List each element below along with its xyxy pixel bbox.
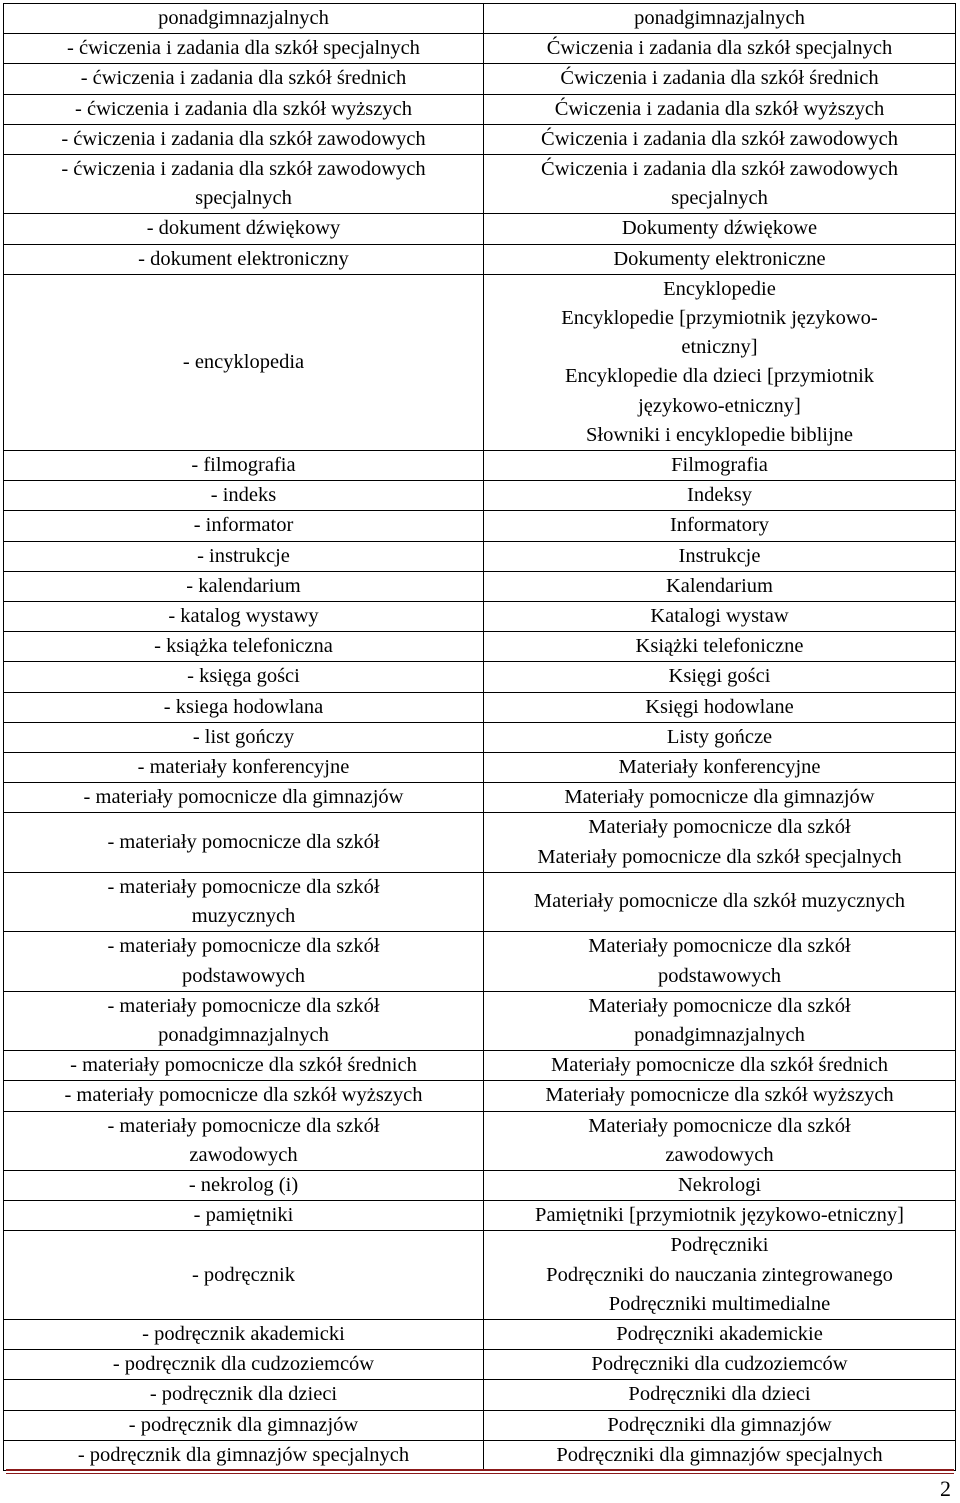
table-row xyxy=(4,64,956,94)
target-heading-line: Encyklopedie xyxy=(663,277,776,300)
target-heading-cell xyxy=(484,632,956,662)
target-heading-cell xyxy=(484,4,956,34)
source-term-cell xyxy=(4,662,484,692)
source-term-line: - informator xyxy=(193,514,294,537)
source-term-cell xyxy=(4,1081,484,1111)
target-heading-cell xyxy=(484,932,956,991)
table-row xyxy=(4,1319,956,1349)
source-term-line: specjalnych xyxy=(195,187,292,210)
target-heading-cell xyxy=(484,1170,956,1200)
table-row xyxy=(4,1440,956,1470)
source-term-cell xyxy=(4,783,484,813)
source-term-cell xyxy=(4,602,484,632)
source-term-line: - dokument elektroniczny xyxy=(138,247,349,270)
source-term-line: - podręcznik dla cudzoziemców xyxy=(112,1353,375,1376)
target-heading-cell xyxy=(484,124,956,154)
table-row xyxy=(4,932,956,991)
source-term-line: - księga gości xyxy=(187,665,300,688)
source-term-cell xyxy=(4,155,484,214)
source-term-cell xyxy=(4,632,484,662)
source-term-line: - pamiętniki xyxy=(193,1204,294,1227)
source-term-line: podstawowych xyxy=(182,964,305,987)
target-heading-line: Ćwiczenia i zadania dla szkół specjalnych xyxy=(546,37,893,60)
target-heading-line: Podręczniki dla gimnazjów specjalnych xyxy=(556,1443,883,1466)
table-row xyxy=(4,783,956,813)
target-heading-line: Encyklopedie [przymiotnik językowo- xyxy=(561,307,878,330)
target-heading-cell xyxy=(484,1051,956,1081)
target-heading-cell xyxy=(484,244,956,274)
source-term-cell xyxy=(4,692,484,722)
target-heading-line: Instrukcje xyxy=(678,544,761,567)
target-heading-line: Podręczniki multimedialne xyxy=(608,1292,831,1315)
source-term-line: - dokument dźwiękowy xyxy=(146,217,341,240)
source-term-cell xyxy=(4,1051,484,1081)
target-heading-line: etniczny] xyxy=(681,336,758,359)
target-heading-line: Materiały pomocnicze dla szkół xyxy=(588,1114,851,1137)
source-term-cell xyxy=(4,94,484,124)
table-row xyxy=(4,34,956,64)
source-term-line: zawodowych xyxy=(189,1143,298,1166)
target-heading-cell xyxy=(484,571,956,601)
source-term-cell xyxy=(4,991,484,1050)
target-heading-cell xyxy=(484,64,956,94)
target-heading-cell xyxy=(484,451,956,481)
target-heading-line: Podręczniki xyxy=(670,1234,769,1257)
source-term-line: - materiały pomocnicze dla szkół xyxy=(107,935,380,958)
table-row xyxy=(4,1051,956,1081)
source-term-cell xyxy=(4,214,484,244)
target-heading-line: Materiały pomocnicze dla szkół xyxy=(588,994,851,1017)
target-heading-line: specjalnych xyxy=(671,187,768,210)
table-row xyxy=(4,692,956,722)
table-row xyxy=(4,991,956,1050)
target-heading-cell xyxy=(484,511,956,541)
target-heading-cell xyxy=(484,155,956,214)
source-term-cell xyxy=(4,541,484,571)
table-row xyxy=(4,541,956,571)
table-row xyxy=(4,1410,956,1440)
target-heading-cell xyxy=(484,872,956,931)
target-heading-line: Ćwiczenia i zadania dla szkół wyższych xyxy=(554,97,885,120)
target-heading-line: Ćwiczenia i zadania dla szkół zawodowych xyxy=(541,127,898,150)
target-heading-line: Ćwiczenia i zadania dla szkół średnich xyxy=(560,67,879,90)
target-heading-line: ponadgimnazjalnych xyxy=(634,1023,805,1046)
table-row xyxy=(4,481,956,511)
source-term-cell xyxy=(4,753,484,783)
target-heading-cell xyxy=(484,1201,956,1231)
target-heading-line: Ćwiczenia i zadania dla szkół zawodowych xyxy=(541,158,898,181)
target-heading-cell xyxy=(484,602,956,632)
source-term-line: - ćwiczenia i zadania dla szkół zawodowych xyxy=(61,158,426,181)
table-body xyxy=(4,4,956,1471)
target-heading-line: Księgi hodowlane xyxy=(645,695,794,718)
source-term-cell xyxy=(4,481,484,511)
table-row xyxy=(4,451,956,481)
target-heading-line: Podręczniki dla cudzoziemców xyxy=(591,1353,848,1376)
source-term-cell xyxy=(4,571,484,601)
target-heading-line: podstawowych xyxy=(658,964,781,987)
target-heading-line: Pamiętniki [przymiotnik językowo-etniczny] xyxy=(535,1204,904,1227)
target-heading-cell xyxy=(484,1440,956,1470)
source-term-line: - podręcznik dla gimnazjów xyxy=(128,1413,359,1436)
target-heading-line: Podręczniki dla dzieci xyxy=(628,1383,811,1406)
target-heading-line: Materiały pomocnicze dla gimnazjów xyxy=(564,786,875,809)
source-term-line: - ćwiczenia i zadania dla szkół specjalnych xyxy=(67,37,420,60)
source-term-line: - podręcznik dla dzieci xyxy=(149,1383,338,1406)
target-heading-line: Materiały konferencyjne xyxy=(618,756,821,779)
source-term-line: - materiały pomocnicze dla szkół xyxy=(107,831,380,854)
source-term-cell xyxy=(4,872,484,931)
source-term-line: ponadgimnazjalnych xyxy=(158,1023,329,1046)
table-row xyxy=(4,214,956,244)
table-row xyxy=(4,1170,956,1200)
source-term-line: - encyklopedia xyxy=(182,350,305,373)
target-heading-line: Materiały pomocnicze dla szkół specjalnych xyxy=(537,845,902,868)
table-row xyxy=(4,274,956,450)
table-row xyxy=(4,244,956,274)
target-heading-cell xyxy=(484,1380,956,1410)
table-row xyxy=(4,94,956,124)
source-term-line: - materiały pomocnicze dla szkół xyxy=(107,1114,380,1137)
footer-rule-thin xyxy=(6,1473,954,1474)
table-row xyxy=(4,1081,956,1111)
source-term-line: - materiały pomocnicze dla szkół wyższych xyxy=(64,1084,423,1107)
target-heading-line: Materiały pomocnicze dla szkół xyxy=(588,816,851,839)
source-term-cell xyxy=(4,64,484,94)
source-term-line: - materiały pomocnicze dla szkół średnich xyxy=(70,1054,417,1077)
footer-rule xyxy=(6,1469,954,1471)
target-heading-cell xyxy=(484,481,956,511)
source-term-line: - książka telefoniczna xyxy=(154,635,333,658)
target-heading-line: ponadgimnazjalnych xyxy=(634,7,805,29)
table-row xyxy=(4,155,956,214)
source-term-line: - materiały pomocnicze dla szkół xyxy=(107,875,380,898)
source-term-line: - podręcznik akademicki xyxy=(142,1322,345,1345)
target-heading-line: Informatory xyxy=(669,514,770,537)
target-heading-line: Dokumenty dźwiękowe xyxy=(621,217,818,240)
target-heading-line: Filmografia xyxy=(671,454,768,477)
source-term-cell xyxy=(4,124,484,154)
table-row xyxy=(4,4,956,34)
source-term-line: - filmografia xyxy=(191,454,296,477)
source-term-line: - ćwiczenia i zadania dla szkół średnich xyxy=(80,67,407,90)
source-term-cell xyxy=(4,511,484,541)
source-term-line: - katalog wystawy xyxy=(168,605,319,628)
source-term-cell xyxy=(4,274,484,450)
target-heading-line: Nekrologi xyxy=(677,1173,762,1196)
target-heading-line: językowo-etniczny] xyxy=(638,394,801,417)
source-term-line: - list gończy xyxy=(192,725,295,748)
table-row xyxy=(4,662,956,692)
table-row xyxy=(4,632,956,662)
target-heading-cell xyxy=(484,1319,956,1349)
target-heading-line: Materiały pomocnicze dla szkół wyższych xyxy=(545,1084,894,1107)
target-heading-line: Materiały pomocnicze dla szkół średnich xyxy=(551,1054,888,1077)
source-term-cell xyxy=(4,34,484,64)
target-heading-line: zawodowych xyxy=(665,1143,774,1166)
mapping-table xyxy=(3,3,956,1471)
source-term-line: - podręcznik xyxy=(191,1263,296,1286)
source-term-cell xyxy=(4,1319,484,1349)
source-term-cell xyxy=(4,722,484,752)
target-heading-cell xyxy=(484,541,956,571)
source-term-line: - instrukcje xyxy=(197,544,290,567)
source-term-cell xyxy=(4,451,484,481)
target-heading-line: Słowniki i encyklopedie biblijne xyxy=(585,423,854,446)
target-heading-cell xyxy=(484,214,956,244)
source-term-line: - ćwiczenia i zadania dla szkół zawodowych xyxy=(61,127,426,150)
target-heading-line: Podręczniki dla gimnazjów xyxy=(607,1413,832,1436)
table-row xyxy=(4,124,956,154)
table-row xyxy=(4,602,956,632)
source-term-cell xyxy=(4,1111,484,1170)
target-heading-line: Indeksy xyxy=(687,484,752,507)
source-term-cell xyxy=(4,1410,484,1440)
source-term-cell xyxy=(4,1440,484,1470)
target-heading-cell xyxy=(484,274,956,450)
table-row xyxy=(4,813,956,872)
target-heading-cell xyxy=(484,1081,956,1111)
target-heading-cell xyxy=(484,34,956,64)
source-term-line: - ksiega hodowlana xyxy=(163,695,324,718)
source-term-cell xyxy=(4,1201,484,1231)
table-row xyxy=(4,1201,956,1231)
source-term-line: - ćwiczenia i zadania dla szkół wyższych xyxy=(75,97,412,120)
target-heading-cell xyxy=(484,991,956,1050)
target-heading-line: Materiały pomocnicze dla szkół muzycznych xyxy=(533,890,906,913)
source-term-line: - materiały konferencyjne xyxy=(137,756,350,779)
source-term-line: - podręcznik dla gimnazjów specjalnych xyxy=(77,1443,410,1466)
source-term-cell xyxy=(4,1350,484,1380)
source-term-line: - kalendarium xyxy=(186,574,301,597)
source-term-cell xyxy=(4,813,484,872)
target-heading-line: Podręczniki akademickie xyxy=(616,1322,823,1345)
source-term-line: ponadgimnazjalnych xyxy=(158,7,329,29)
target-heading-cell xyxy=(484,94,956,124)
page-number: 2 xyxy=(940,1476,951,1501)
source-term-line: - materiały pomocnicze dla szkół xyxy=(107,994,380,1017)
target-heading-line: Listy gończe xyxy=(666,725,773,748)
target-heading-line: Książki telefoniczne xyxy=(635,635,804,658)
target-heading-cell xyxy=(484,1410,956,1440)
source-term-line: muzycznych xyxy=(191,905,296,928)
target-heading-cell xyxy=(484,1231,956,1320)
table-row xyxy=(4,571,956,601)
target-heading-cell xyxy=(484,813,956,872)
target-heading-cell xyxy=(484,722,956,752)
target-heading-cell xyxy=(484,783,956,813)
target-heading-line: Księgi gości xyxy=(668,665,771,688)
source-term-cell xyxy=(4,1380,484,1410)
table-row xyxy=(4,1231,956,1320)
source-term-line: - indeks xyxy=(210,484,277,507)
table-row xyxy=(4,872,956,931)
table-row xyxy=(4,511,956,541)
target-heading-cell xyxy=(484,1350,956,1380)
table-row xyxy=(4,1350,956,1380)
source-term-cell xyxy=(4,1170,484,1200)
table-row xyxy=(4,753,956,783)
target-heading-line: Dokumenty elektroniczne xyxy=(613,247,826,270)
source-term-cell xyxy=(4,4,484,34)
source-term-cell xyxy=(4,1231,484,1320)
table-row xyxy=(4,1380,956,1410)
target-heading-cell xyxy=(484,692,956,722)
source-term-line: - materiały pomocnicze dla gimnazjów xyxy=(83,786,404,809)
source-term-cell xyxy=(4,244,484,274)
target-heading-cell xyxy=(484,753,956,783)
target-heading-cell xyxy=(484,1111,956,1170)
table-row xyxy=(4,722,956,752)
table-row xyxy=(4,1111,956,1170)
target-heading-line: Katalogi wystaw xyxy=(650,605,789,628)
source-term-line: - nekrolog (i) xyxy=(188,1173,299,1196)
target-heading-line: Materiały pomocnicze dla szkół xyxy=(588,935,851,958)
target-heading-line: Kalendarium xyxy=(665,574,773,597)
target-heading-cell xyxy=(484,662,956,692)
source-term-cell xyxy=(4,932,484,991)
target-heading-line: Podręczniki do nauczania zintegrowanego xyxy=(546,1263,893,1286)
target-heading-line: Encyklopedie dla dzieci [przymiotnik xyxy=(564,365,875,388)
